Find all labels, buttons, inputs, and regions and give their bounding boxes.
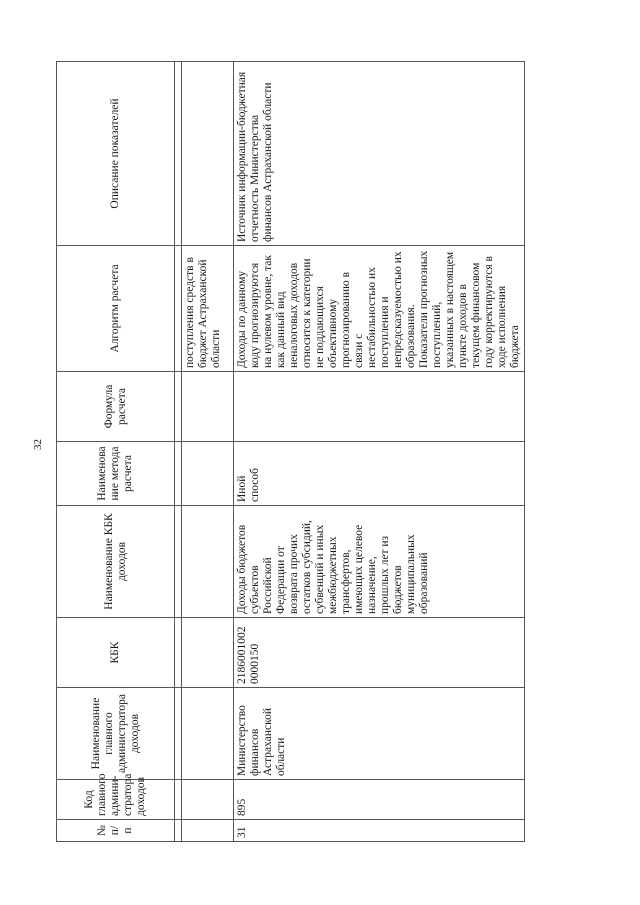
header-kbk: КБК [57, 618, 175, 688]
row-formula [234, 372, 525, 442]
page-number: 32 [32, 439, 44, 450]
header-algorithm: Алгоритм расчета [57, 246, 175, 372]
continuation-row [182, 62, 234, 842]
document-sheet [56, 62, 521, 842]
row-kbk: 21860010020000150 [234, 618, 525, 688]
header-kbk-name: Наименование КБК доходов [57, 506, 175, 618]
spacer-row [175, 62, 182, 842]
row-admin-name: Министерство финансов Астраханской области [234, 688, 525, 780]
row-description: Источник информации-бюджетная отчетность Министерства финансов Астраханской области [234, 62, 525, 246]
row-algorithm: Доходы по данному коду прогнозируются на нулевом уровне, так как данный вид неналоговых доходов относится к категории не поддающихся объективному прогнозированию в связи с нестабильностью их поступления и непредсказуемостью их образования. Показатели прогнозных поступлений, указанных в настоящем пункте доходов в текущем финансовом году корректируются в ходе исполнения бюджета [234, 246, 525, 372]
table-row [234, 62, 525, 842]
row-num: 31 [234, 820, 525, 842]
row-code: 895 [234, 780, 525, 820]
row-kbk-name: Доходы бюджетов субъектов Российской Федерации от возврата прочих остатков субсидий, субвенций и иных межбюджетных трансфертов, имеющих целевое назначение, прошлых лет из бюджетов муниципальных образований [234, 506, 525, 618]
revenue-forecast-table [56, 61, 525, 842]
header-method: Наименова ние метода расчета [57, 442, 175, 506]
header-code: Код главного админи-стратора доходов [57, 780, 175, 820]
row-method: Иной способ [234, 442, 525, 506]
header-num: № п/п [57, 820, 175, 842]
header-row [57, 62, 175, 842]
continuation-algorithm: поступления средств в бюджет Астраханской области [182, 246, 234, 372]
header-description: Описание показателей [57, 62, 175, 246]
header-formula: Формула расчета [57, 372, 175, 442]
header-admin-name: Наименование главного администратора доходов [57, 688, 175, 780]
